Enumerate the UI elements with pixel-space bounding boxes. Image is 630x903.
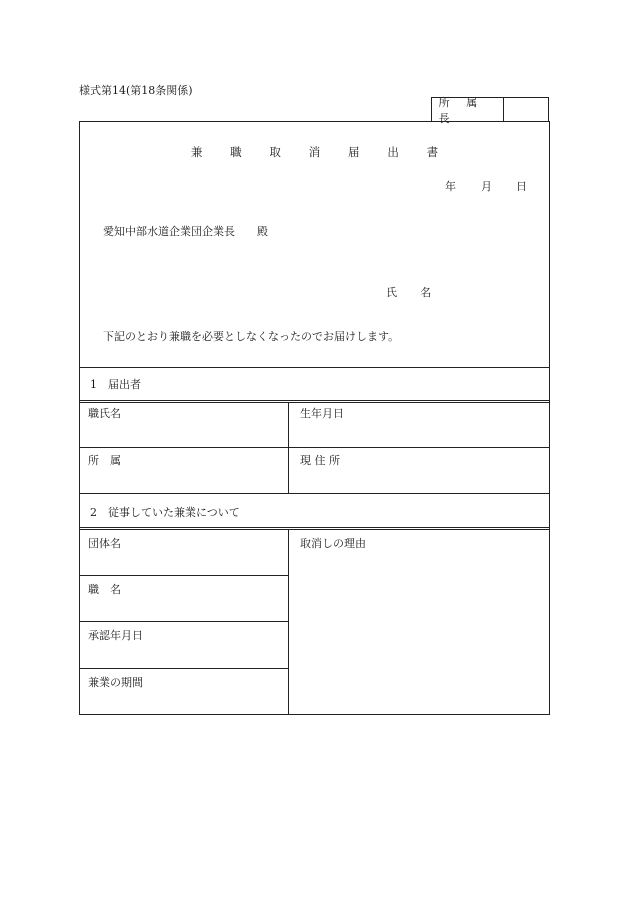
form-number: 様式第14(第18条関係)	[79, 84, 193, 97]
applicant-name-label: 氏 名	[386, 286, 442, 299]
row-divider	[79, 621, 288, 622]
position-label: 職 名	[88, 583, 121, 596]
section1-heading: 1 届出者	[90, 378, 141, 391]
column-divider	[288, 529, 289, 715]
document-title: 兼 職 取 消 届 出 書	[190, 145, 451, 159]
affiliation-label: 所 属	[88, 454, 121, 467]
row-divider	[79, 668, 288, 669]
job-name-label: 職氏名	[88, 407, 121, 420]
approval-label: 所 属 長	[432, 98, 504, 121]
section2-heading: 2 従事していた兼業について	[90, 506, 240, 519]
row-divider	[79, 447, 550, 448]
divider	[79, 493, 550, 494]
divider	[79, 529, 550, 530]
approval-date-label: 承認年月日	[88, 629, 143, 642]
birth-date-label: 生年月日	[300, 407, 344, 420]
period-label: 兼業の期間	[88, 676, 143, 689]
row-divider	[79, 575, 288, 576]
divider	[79, 400, 550, 401]
date-year-label: 年	[445, 180, 456, 193]
divider	[79, 402, 550, 403]
approval-stamp-box	[431, 95, 549, 125]
addressee: 愛知中部水道企業団企業長 殿	[103, 225, 268, 238]
address-label: 現 住 所	[300, 454, 340, 467]
divider	[79, 527, 550, 528]
divider	[79, 367, 550, 368]
date-month-label: 月	[481, 180, 492, 193]
date-day-label: 日	[516, 180, 527, 193]
reason-label: 取消しの理由	[300, 537, 366, 550]
statement-text: 下記のとおり兼職を必要としなくなったのでお届けします。	[103, 330, 400, 343]
organization-label: 団体名	[88, 537, 121, 550]
